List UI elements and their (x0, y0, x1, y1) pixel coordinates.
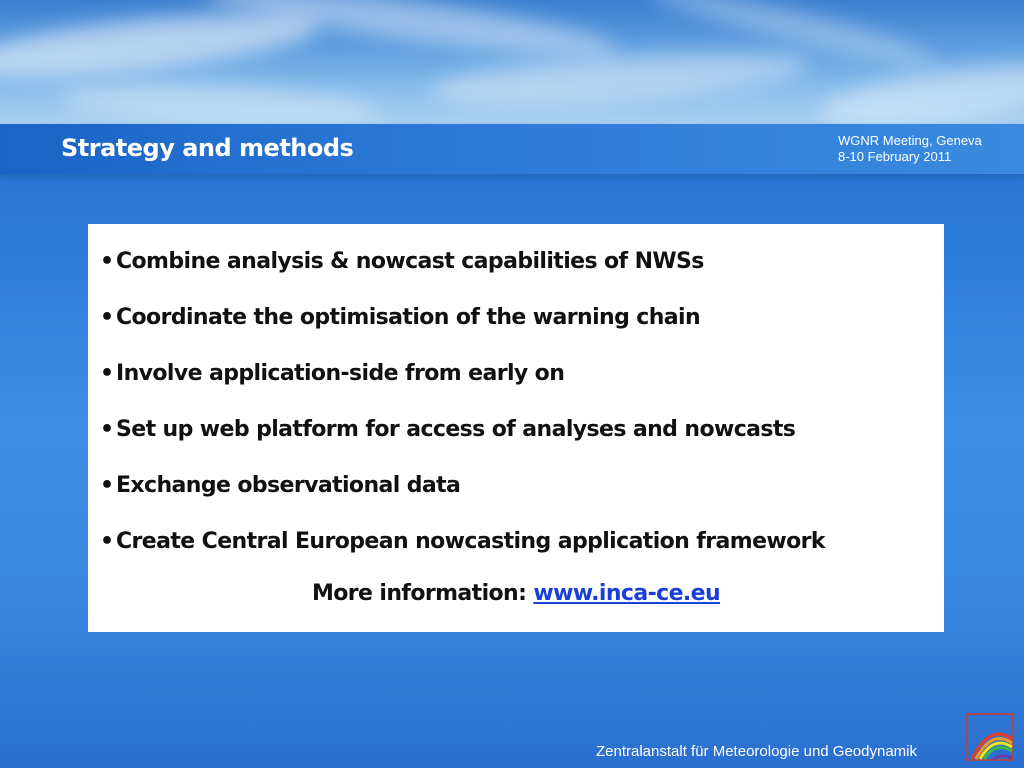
organization-name: Zentralanstalt für Meteorologie und Geodynamik (596, 743, 918, 760)
website-link[interactable]: www.inca-ce.eu (533, 581, 721, 606)
bullet-text: Combine analysis & nowcast capabilities of NWSs (116, 249, 704, 274)
zamg-rainbow-logo-icon (966, 713, 1014, 761)
bullet-text: Involve application-side from early on (116, 361, 565, 386)
bullet-item (100, 470, 944, 502)
bullet-text: Create Central European nowcasting application framework (116, 529, 825, 554)
meeting-name: WGNR Meeting, Geneva (838, 133, 982, 148)
bullet-item (100, 246, 944, 278)
sky-header-image (0, 0, 1024, 124)
bullet-list (100, 246, 944, 558)
bullet-icon: • (100, 529, 114, 554)
bullet-text: Exchange observational data (116, 473, 461, 498)
bullet-item (100, 302, 944, 334)
bullet-text: Coordinate the optimisation of the warning chain (116, 305, 701, 330)
bullet-item (100, 526, 944, 558)
bullet-icon: • (100, 249, 114, 274)
meeting-date: 8-10 February 2011 (838, 149, 952, 164)
content-box (88, 224, 944, 632)
bullet-icon: • (100, 473, 114, 498)
more-information (88, 581, 944, 606)
more-info-label: More information: (311, 581, 527, 606)
bullet-text: Set up web platform for access of analyses and nowcasts (116, 417, 796, 442)
slide-title: Strategy and methods (61, 134, 354, 162)
meeting-info (838, 133, 982, 165)
bullet-icon: • (100, 417, 114, 442)
bullet-icon: • (100, 361, 114, 386)
bullet-icon: • (100, 305, 114, 330)
bullet-item (100, 358, 944, 390)
bullet-item (100, 414, 944, 446)
